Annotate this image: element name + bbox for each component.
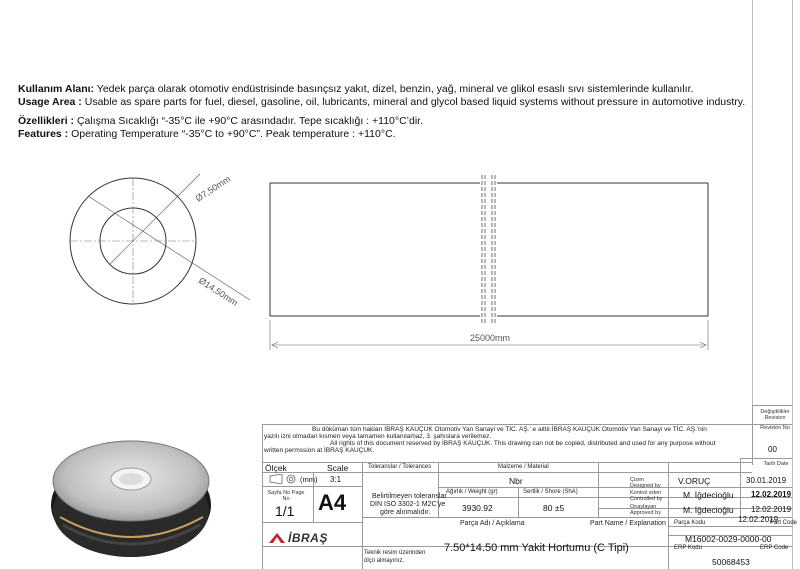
features-en-text: Operating Temperature “-35°C to +90°C”. Peak temperature : +110°C.: [71, 128, 396, 140]
tolerances-text-3: göre alınmalıdır.: [380, 509, 431, 516]
scale-label-tr: Ölçek: [265, 463, 287, 473]
scale-label-en: Scale: [327, 463, 349, 473]
page-value: 1/1: [275, 503, 295, 519]
copyright-tr: Bu döküman tüm hakları İBRAŞ KAUÇUK Otomotiv Yan Sanayi ve TİC. AŞ.' e aittir.İBRAŞ KAUÇUK Otomotiv Yan Sanayi ve TİC. AŞ.'nin: [312, 426, 707, 433]
cross-section-view: [70, 174, 250, 304]
paper-size: A4: [318, 490, 347, 515]
controlled-label: Kontrol eden Controlled by: [630, 490, 663, 502]
revision-header: Değişiklikler Revision: [760, 409, 790, 421]
tolerances-text-1: Belirtilmeyen toleranslar: [372, 493, 447, 500]
part-name-value: 7.50*14.50 mm Yakit Hortumu (C Tipi): [444, 542, 629, 554]
usage-en-text: Usable as spare parts for fuel, diesel, gasoline, oil, lubricants, mineral and glycol based liquid systems without pressure in automotive industry.: [84, 96, 746, 108]
sheet-border-right: [792, 0, 793, 569]
tolerances-label: Toleranslar / Tolerances: [368, 464, 432, 470]
date-label: Tarih Date: [763, 461, 789, 467]
designed-label: Çizen Designed by: [630, 477, 661, 489]
features-en-label: Features :: [18, 128, 69, 140]
designed-value: V.ORUÇ: [678, 476, 711, 486]
weight-label: Ağırlık / Weight (gr): [446, 489, 498, 495]
page-label: Sayfa No Page No: [267, 490, 305, 502]
part-name-label: Parça Adı / Açıklama: [460, 520, 525, 527]
part-code-value: M16002-0029-0000-00: [685, 534, 772, 544]
copyright-en: All rights of this document reserved by İBRAŞ KAUÇUK. This drawing can not be copied, distributed and used for any purpose without: [330, 440, 716, 447]
usage-en-line: [18, 96, 745, 109]
ibras-logo: [268, 531, 328, 545]
hardness-label: Sertlik / Shore (ShA): [523, 489, 578, 495]
technical-drawing: [0, 150, 752, 360]
approved-value: M. İğdecioğlu: [683, 505, 734, 515]
erp-value: 50068453: [712, 557, 750, 567]
unit-label: (mm): [300, 475, 318, 484]
hose-spool-photo: [38, 425, 223, 565]
outer-diameter-leader: [88, 196, 250, 300]
hardness-value: 80 ±5: [543, 503, 565, 513]
copyright-tr-2: yazılı izni olmadan kısmen veya tamamen kullanılamaz, 3. şahıslara verilemez.: [264, 433, 492, 440]
part-name-en-label: Part Name / Explanation: [590, 520, 666, 527]
part-code-label-en: Part Code: [770, 520, 798, 526]
stamp-date: 12.02.2019: [738, 515, 779, 524]
material-label: Malzeme / Material: [498, 464, 549, 470]
features-tr-label: Özellikleri :: [18, 115, 75, 127]
usage-tr-label: Kullanım Alanı:: [18, 83, 95, 95]
features-tr-line: [18, 115, 423, 128]
sheet-border-vertical: [752, 0, 753, 405]
tolerances-text-2: DIN ISO 3302-1 M2C'ye: [370, 501, 446, 508]
scale-value: 3:1: [330, 475, 342, 484]
outer-diameter-label: Ø14,50mm: [196, 275, 240, 308]
features-en-line: [18, 128, 396, 141]
length-label: 25000mm: [470, 333, 511, 343]
approved-label: Onaylayan Approved by: [630, 504, 661, 516]
copyright-en-2: written permssion at İBRAŞ KAUÇUK.: [264, 447, 375, 454]
ibras-logo-text: İBRAŞ: [288, 531, 328, 545]
ibras-logo-icon: [268, 532, 286, 544]
usage-tr-text: Yedek parça olarak otomotiv endüstrisinde basınçsız yakıt, dizel, benzin, yağ, mineral ve glikol esaslı sıvı sistemlerinde kullanılır.: [96, 83, 694, 95]
projection-symbol-icon: [268, 474, 298, 484]
controlled-date: 12.02.2019: [751, 490, 792, 499]
measurement-note: Teknik resim üzerinden ölçü almayınız.: [364, 550, 426, 564]
revision-no-label: Revision No: [760, 425, 790, 431]
features-tr-text: Çalışma Sıcaklığı “-35°C ile +90°C arasındadır. Tepe sıcaklığı : +110°C’dir.: [76, 115, 423, 127]
inner-diameter-label: Ø7,50mm: [193, 173, 233, 204]
controlled-value: M. İğdecioğlu: [683, 490, 734, 500]
revision-no-value: 00: [768, 445, 777, 454]
usage-tr-line: [18, 83, 693, 96]
material-value: Nbr: [509, 476, 523, 486]
part-code-label: Parça Kodu: [674, 520, 706, 526]
usage-en-label: Usage Area :: [18, 96, 82, 108]
approved-date: 12.02.2019: [751, 505, 792, 514]
erp-label-en: ERP Code: [760, 545, 789, 551]
weight-value: 3930.92: [462, 503, 493, 513]
erp-label-tr: ERP Kodu: [674, 545, 702, 551]
side-view: [270, 175, 708, 324]
designed-date: 30.01.2019: [746, 476, 787, 485]
